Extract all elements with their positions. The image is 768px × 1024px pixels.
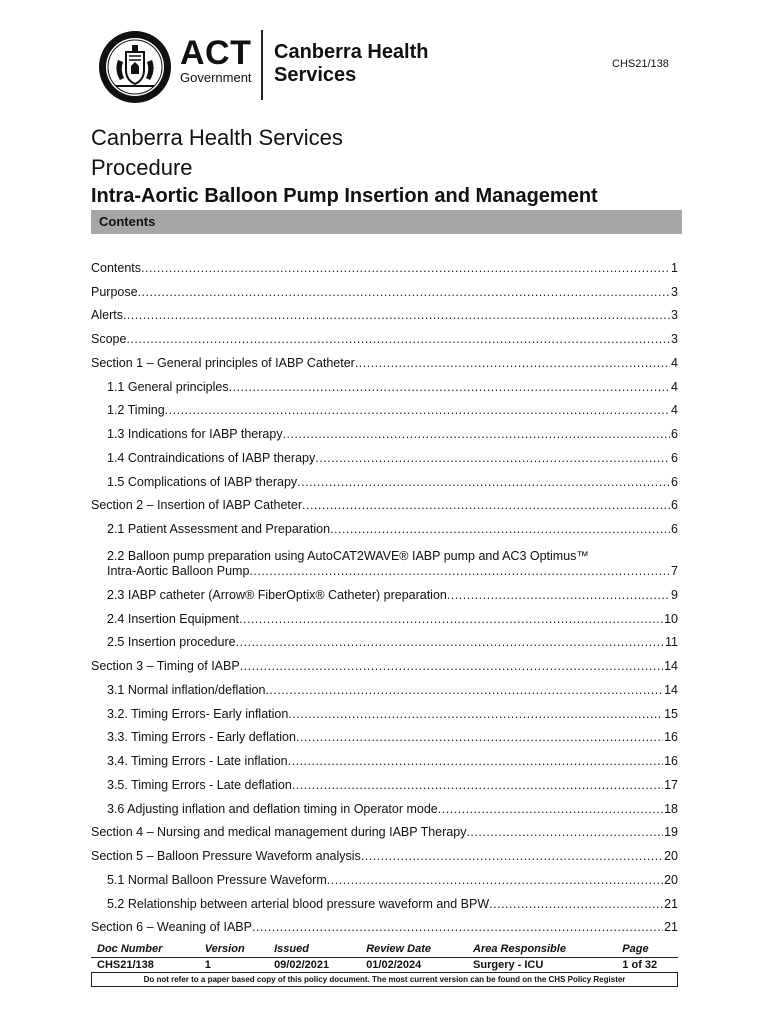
footer-header-version: Version — [199, 942, 268, 958]
footer-area-responsible: Surgery - ICU — [473, 959, 544, 971]
toc-entry-3-5[interactable]: 3.5. Timing Errors - Late deflation ..... 17 — [91, 769, 678, 793]
organisation-name — [274, 41, 429, 87]
toc-entry-section-5[interactable]: Section 5 – Balloon Pressure Waveform analysis ..... 20 — [91, 840, 678, 864]
footer-page-number: 1 of 32 — [622, 959, 658, 971]
toc-entry-section-6[interactable]: Section 6 – Weaning of IABP ..... 21 — [91, 912, 678, 936]
act-logo-text: ACT — [180, 34, 252, 72]
document-code: CHS21/138 — [612, 58, 669, 70]
footer-header-page: Page — [616, 942, 678, 958]
footer-header-issued: Issued — [268, 942, 360, 958]
toc-entry-contents[interactable]: Contents ..... 1 — [91, 252, 678, 276]
footer-doc-number: CHS21/138 — [97, 959, 154, 971]
toc-entry-1-1[interactable]: 1.1 General principles ..... 4 — [91, 371, 678, 395]
contents-heading-bar: Contents — [91, 210, 682, 234]
act-coat-of-arms-seal-icon — [98, 30, 172, 104]
toc-entry-1-4[interactable]: 1.4 Contraindications of IABP therapy ..... 6 — [91, 442, 678, 466]
toc-entry-3-2[interactable]: 3.2. Timing Errors- Early inflation ..... 15 — [91, 698, 678, 722]
table-of-contents — [91, 252, 678, 935]
footer-header-doc-number: Doc Number — [91, 942, 199, 958]
document-header — [96, 28, 676, 104]
toc-entry-section-3[interactable]: Section 3 – Timing of IABP ..... 14 — [91, 650, 678, 674]
toc-entry-1-5[interactable]: 1.5 Complications of IABP therapy ..... 6 — [91, 466, 678, 490]
toc-entry-alerts[interactable]: Alerts ..... 3 — [91, 300, 678, 324]
toc-entry-2-2[interactable]: 2.2 Balloon pump preparation using AutoCAT2WAVE® IABP pump and AC3 Optimus™ Intra-Aortic Balloon Pump ..... 7 — [91, 537, 678, 579]
act-government-wordmark — [180, 36, 252, 86]
toc-entry-3-4[interactable]: 3.4. Timing Errors - Late inflation ..... 16 — [91, 745, 678, 769]
toc-entry-1-2[interactable]: 1.2 Timing ..... 4 — [91, 395, 678, 419]
toc-entry-5-2[interactable]: 5.2 Relationship between arterial blood pressure waveform and BPW ..... 21 — [91, 888, 678, 912]
toc-entry-2-3[interactable]: 2.3 IABP catheter (Arrow® FiberOptix® Catheter) preparation ..... 9 — [91, 579, 678, 603]
document-footer — [91, 942, 678, 987]
toc-entry-1-3[interactable]: 1.3 Indications for IABP therapy ..... 6 — [91, 418, 678, 442]
footer-issued: 09/02/2021 — [274, 959, 330, 971]
logo-divider — [261, 30, 263, 100]
toc-entry-purpose[interactable]: Purpose ..... 3 — [91, 276, 678, 300]
toc-entry-3-6[interactable]: 3.6 Adjusting inflation and deflation timing in Operator mode ..... 18 — [91, 793, 678, 817]
toc-entry-3-3[interactable]: 3.3. Timing Errors - Early deflation ..... 16 — [91, 722, 678, 746]
toc-entry-section-2[interactable]: Section 2 – Insertion of IABP Catheter ..... 6 — [91, 490, 678, 514]
policy-register-notice: Do not refer to a paper based copy of this policy document. The most current version can be found on the CHS Policy Register — [91, 972, 678, 987]
document-title-type: Procedure — [91, 155, 193, 180]
toc-entry-section-1[interactable]: Section 1 – General principles of IABP Catheter ..... 4 — [91, 347, 678, 371]
organisation-name-line2: Services — [274, 64, 357, 86]
footer-header-row — [91, 942, 678, 958]
footer-version: 1 — [204, 959, 211, 971]
organisation-name-line1: Canberra Health — [274, 41, 429, 63]
footer-value-row — [91, 958, 678, 973]
document-title-organisation: Canberra Health Services — [91, 125, 343, 150]
toc-entry-2-5[interactable]: 2.5 Insertion procedure ..... 11 — [91, 627, 678, 651]
document-control-table — [91, 942, 678, 972]
toc-entry-5-1[interactable]: 5.1 Normal Balloon Pressure Waveform ..... 20 — [91, 864, 678, 888]
toc-entry-section-4[interactable]: Section 4 – Nursing and medical management during IABP Therapy ..... 19 — [91, 817, 678, 841]
document-title-subject: Intra-Aortic Balloon Pump Insertion and Management — [91, 185, 598, 207]
toc-entry-3-1[interactable]: 3.1 Normal inflation/deflation ..... 14 — [91, 674, 678, 698]
footer-review-date: 01/02/2024 — [366, 959, 422, 971]
toc-entry-2-1[interactable]: 2.1 Patient Assessment and Preparation ..... 6 — [91, 513, 678, 537]
act-government-text: Government — [180, 70, 252, 85]
footer-header-area-responsible: Area Responsible — [467, 942, 616, 958]
toc-entry-2-4[interactable]: 2.4 Insertion Equipment ..... 10 — [91, 603, 678, 627]
toc-entry-scope[interactable]: Scope ..... 3 — [91, 323, 678, 347]
footer-header-review-date: Review Date — [360, 942, 467, 958]
